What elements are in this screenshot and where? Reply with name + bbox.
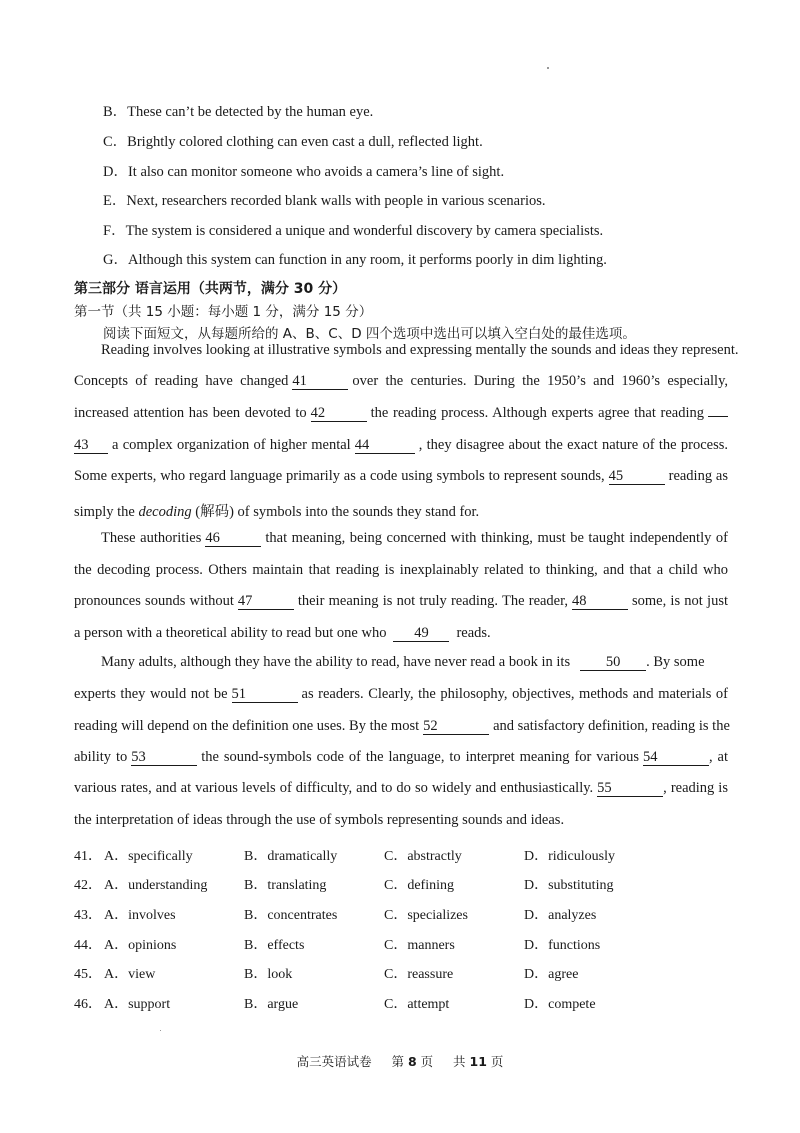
choices-table	[74, 840, 615, 1018]
choice-c: C．manners	[384, 937, 455, 953]
option-e: E．Next, researchers recorded blank walls with people in various scenarios.	[103, 193, 546, 209]
blank-47: 47	[238, 594, 294, 610]
choice-a: A．specifically	[104, 848, 193, 864]
question-number: 44．	[74, 937, 102, 953]
blank-41: 41	[292, 374, 348, 390]
passage-line: 43 a complex organization of higher mental 44 , they disagree about the exact nature of the process.	[74, 437, 729, 453]
scan-speck	[160, 1030, 161, 1031]
choice-b: B．dramatically	[244, 848, 338, 864]
choice-d: D．substituting	[524, 878, 614, 894]
choice-c: C．reassure	[384, 967, 454, 983]
question-number: 43．	[74, 907, 102, 923]
choice-d: D．ridiculously	[524, 848, 615, 864]
blank-51: 51	[232, 687, 298, 703]
option-c: C．Brightly colored clothing can even cast a dull, reflected light.	[103, 134, 483, 150]
choice-row	[74, 870, 615, 900]
choice-b: B．effects	[244, 937, 305, 953]
choice-c: C．defining	[384, 878, 454, 894]
page-number: 8	[407, 1054, 417, 1069]
blank-50: 50	[580, 655, 646, 671]
choice-row	[74, 929, 615, 959]
choice-b: B．look	[244, 967, 293, 983]
choice-d: D．functions	[524, 937, 601, 953]
scan-speck	[547, 67, 549, 69]
choice-row	[74, 958, 615, 988]
passage-line: Concepts of reading have changed 41 over the centuries. During the 1950’s and 1960’s especially,	[74, 373, 729, 389]
blank-52: 52	[423, 719, 489, 735]
choice-b: B．translating	[244, 878, 327, 894]
passage-line: increased attention has been devoted to 42 the reading process. Although experts agree that reading	[74, 405, 728, 422]
blank-46: 46	[205, 531, 261, 547]
option-f: F．The system is considered a unique and wonderful discovery by camera specialists.	[103, 223, 604, 239]
decoding-term: decoding	[138, 504, 192, 520]
choice-row	[74, 840, 615, 870]
passage-line: pronounces sounds without 47 their meaning is not truly reading. The reader, 48 some, is not just	[74, 593, 728, 609]
section-heading: 第三部分 语言运用（共两节，满分 30 分）	[74, 281, 347, 297]
choice-a: A．view	[104, 967, 156, 983]
choice-a: A．involves	[104, 907, 176, 923]
section-instruction: 阅读下面短文，从每题所给的 A、B、C、D 四个选项中选出可以填入空白处的最佳选项。	[103, 326, 636, 342]
passage-line: ability to 53 the sound-symbols code of the language, to interpret meaning for various 54 , at	[74, 749, 728, 765]
choice-a: A．support	[104, 996, 171, 1012]
blank-43-start	[708, 416, 728, 417]
passage-line: a person with a theoretical ability to read but one who 49 reads.	[74, 625, 491, 641]
blank-44: 44	[355, 438, 415, 454]
footer-label: 高三英语试卷	[296, 1054, 372, 1069]
choice-a: A．opinions	[104, 937, 177, 953]
choice-c: C．specializes	[384, 907, 468, 923]
blank-43: 43	[74, 438, 108, 454]
question-number: 45．	[74, 967, 102, 983]
passage-line: These authorities 46 that meaning, being concerned with thinking, must be taught independently of	[101, 530, 728, 546]
passage-line: the decoding process. Others maintain that reading is inexplainably related to thinking, and that a child who	[74, 562, 728, 578]
choice-row	[74, 988, 615, 1018]
passage-line: various rates, and at various levels of difficulty, and to do so widely and enthusiastically. 55 , reading is	[74, 780, 728, 796]
choice-d: D．agree	[524, 967, 579, 983]
passage-line: Many adults, although they have the ability to read, have never read a book in its 50 . By some	[101, 654, 705, 670]
blank-54: 54	[643, 750, 709, 766]
choice-b: B．argue	[244, 996, 299, 1012]
question-number: 46．	[74, 996, 102, 1012]
question-number: 41．	[74, 848, 102, 864]
blank-45: 45	[609, 469, 665, 485]
page-footer: 高三英语试卷 第 8 页 共 11 页	[296, 1054, 504, 1069]
choice-a: A．understanding	[104, 878, 208, 894]
total-pages: 11	[469, 1054, 487, 1069]
choice-b: B．concentrates	[244, 907, 338, 923]
choice-c: C．attempt	[384, 996, 450, 1012]
passage-line: the interpretation of ideas through the use of symbols representing sounds and ideas.	[74, 812, 565, 828]
option-d: D．It also can monitor someone who avoids a camera’s line of sight.	[103, 164, 505, 180]
blank-49: 49	[393, 626, 449, 642]
section-subheading: 第一节（共 15 小题：每小题 1 分，满分 15 分）	[74, 304, 373, 320]
passage-line: Some experts, who regard language primarily as a code using symbols to represent sounds, 45 reading as	[74, 468, 728, 484]
passage-line: Reading involves looking at illustrative symbols and expressing mentally the sounds and ideas they represent.	[101, 342, 739, 358]
question-number: 42．	[74, 878, 102, 894]
blank-42: 42	[311, 406, 367, 422]
choice-d: D．analyzes	[524, 907, 597, 923]
choice-d: D．compete	[524, 996, 596, 1012]
blank-55: 55	[597, 781, 663, 797]
blank-48: 48	[572, 594, 628, 610]
choice-c: C．abstractly	[384, 848, 462, 864]
option-b: B．These can’t be detected by the human eye.	[103, 104, 374, 120]
choice-row	[74, 899, 615, 929]
blank-53: 53	[131, 750, 197, 766]
passage-line: reading will depend on the definition one uses. By the most 52 and satisfactory definition, reading is the	[74, 718, 730, 734]
passage-line: simply the decoding (解码) of symbols into the sounds they stand for.	[74, 504, 480, 520]
passage-line: experts they would not be 51 as readers. Clearly, the philosophy, objectives, methods and materials of	[74, 686, 728, 702]
option-g: G．Although this system can function in any room, it performs poorly in dim lighting.	[103, 252, 607, 268]
